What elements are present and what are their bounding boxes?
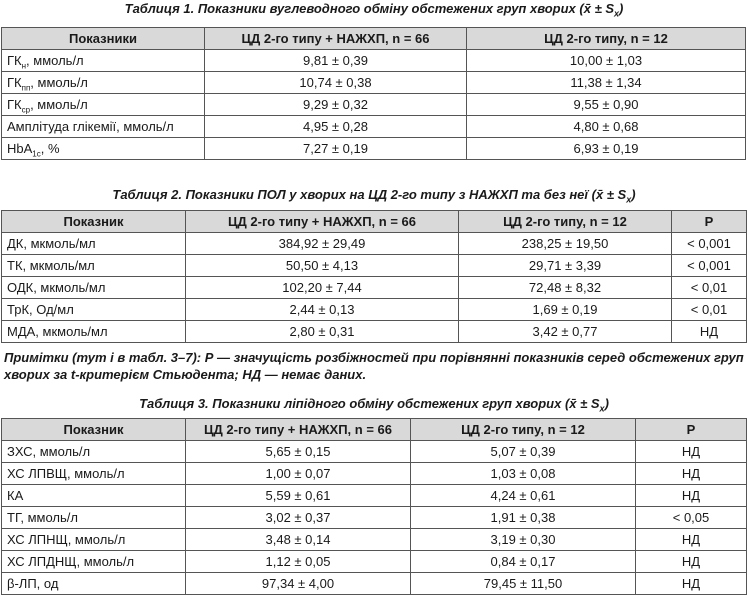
cell-value: 2,80 ± 0,31 bbox=[186, 321, 459, 343]
row-label-name: Амплітуда глікемії, ммоль/л bbox=[7, 119, 174, 134]
row-label: ТК, мкмоль/мл bbox=[2, 255, 186, 277]
row-label-sub: 1c bbox=[32, 149, 41, 159]
table-row bbox=[2, 299, 747, 321]
table-row bbox=[2, 116, 746, 138]
table3-header: Показник bbox=[2, 419, 186, 441]
table3 bbox=[1, 418, 747, 595]
table-row bbox=[2, 138, 746, 160]
cell-value: 3,02 ± 0,37 bbox=[186, 507, 411, 529]
cell-value: 0,84 ± 0,17 bbox=[411, 551, 636, 573]
table-row bbox=[2, 50, 746, 72]
cell-value: 3,42 ± 0,77 bbox=[459, 321, 672, 343]
row-label bbox=[2, 116, 205, 138]
cell-p-value: НД bbox=[636, 529, 747, 551]
table3-header-row bbox=[2, 419, 747, 441]
cell-p-value: НД bbox=[636, 441, 747, 463]
table1-caption: Таблиця 1. Показники вуглеводного обміну обстежених груп хворих (x̄ ± $S_x$) bbox=[124, 1, 624, 19]
table-row bbox=[2, 321, 747, 343]
table3-header: ЦД 2-го типу, n = 12 bbox=[411, 419, 636, 441]
cell-value: 72,48 ± 8,32 bbox=[459, 277, 672, 299]
cell-value: 9,55 ± 0,90 bbox=[467, 94, 746, 116]
row-label-sub: ср bbox=[21, 105, 31, 115]
table-row bbox=[2, 441, 747, 463]
row-label: ТрК, Од/мл bbox=[2, 299, 186, 321]
cell-value: 50,50 ± 4,13 bbox=[186, 255, 459, 277]
table1-header: Показники bbox=[2, 28, 205, 50]
row-label: КА bbox=[2, 485, 186, 507]
cell-p-value: НД bbox=[636, 485, 747, 507]
table-row bbox=[2, 507, 747, 529]
table-row bbox=[2, 551, 747, 573]
row-label bbox=[2, 94, 205, 116]
table-row bbox=[2, 255, 747, 277]
table1-header: ЦД 2-го типу, n = 12 bbox=[467, 28, 746, 50]
row-label-unit: , ммоль/л bbox=[30, 97, 88, 112]
cell-value: 4,80 ± 0,68 bbox=[467, 116, 746, 138]
cell-p-value: < 0,05 bbox=[636, 507, 747, 529]
row-label-name: ГК bbox=[7, 75, 22, 90]
table-row bbox=[2, 463, 747, 485]
row-label bbox=[2, 50, 205, 72]
table-row bbox=[2, 94, 746, 116]
table-row bbox=[2, 573, 747, 595]
table3-header: Р bbox=[636, 419, 747, 441]
table2 bbox=[1, 210, 747, 343]
row-label-unit: , ммоль/л bbox=[26, 53, 84, 68]
row-label bbox=[2, 72, 205, 94]
table3-header: ЦД 2-го типу + НАЖХП, n = 66 bbox=[186, 419, 411, 441]
table3-caption: Таблиця 3. Показники ліпідного обміну обстежених груп хворих (x̄ ± $S_x$) bbox=[139, 396, 609, 414]
cell-value: 9,29 ± 0,32 bbox=[205, 94, 467, 116]
cell-value: 238,25 ± 19,50 bbox=[459, 233, 672, 255]
row-label: ЗХС, ммоль/л bbox=[2, 441, 186, 463]
cell-value: 5,59 ± 0,61 bbox=[186, 485, 411, 507]
row-label: ХС ЛПНЩ, ммоль/л bbox=[2, 529, 186, 551]
row-label-name: HbA bbox=[7, 141, 33, 156]
table1-header-row bbox=[2, 28, 746, 50]
row-label: ОДК, мкмоль/мл bbox=[2, 277, 186, 299]
cell-value: 1,69 ± 0,19 bbox=[459, 299, 672, 321]
table-row bbox=[2, 485, 747, 507]
cell-value: 2,44 ± 0,13 bbox=[186, 299, 459, 321]
row-label: ТГ, ммоль/л bbox=[2, 507, 186, 529]
cell-value: 79,45 ± 11,50 bbox=[411, 573, 636, 595]
table2-header: ЦД 2-го типу, n = 12 bbox=[459, 211, 672, 233]
cell-p-value: НД bbox=[636, 573, 747, 595]
cell-p-value: < 0,01 bbox=[672, 299, 747, 321]
cell-value: 3,48 ± 0,14 bbox=[186, 529, 411, 551]
row-label: ХС ЛПВЩ, ммоль/л bbox=[2, 463, 186, 485]
cell-value: 29,71 ± 3,39 bbox=[459, 255, 672, 277]
row-label: МДА, мкмоль/мл bbox=[2, 321, 186, 343]
cell-value: 102,20 ± 7,44 bbox=[186, 277, 459, 299]
table-row bbox=[2, 529, 747, 551]
cell-p-value: НД bbox=[636, 463, 747, 485]
table2-header: Р bbox=[672, 211, 747, 233]
cell-value: 11,38 ± 1,34 bbox=[467, 72, 746, 94]
cell-value: 9,81 ± 0,39 bbox=[205, 50, 467, 72]
cell-value: 1,03 ± 0,08 bbox=[411, 463, 636, 485]
cell-value: 7,27 ± 0,19 bbox=[205, 138, 467, 160]
row-label-sub: пп bbox=[21, 83, 31, 93]
cell-value: 97,34 ± 4,00 bbox=[186, 573, 411, 595]
cell-value: 1,12 ± 0,05 bbox=[186, 551, 411, 573]
table2-header: ЦД 2-го типу + НАЖХП, n = 66 bbox=[186, 211, 459, 233]
cell-value: 1,00 ± 0,07 bbox=[186, 463, 411, 485]
row-label: ДК, мкмоль/мл bbox=[2, 233, 186, 255]
cell-value: 1,91 ± 0,38 bbox=[411, 507, 636, 529]
cell-value: 5,65 ± 0,15 bbox=[186, 441, 411, 463]
row-label-name: ГК bbox=[7, 97, 22, 112]
cell-p-value: НД bbox=[672, 321, 747, 343]
table1 bbox=[1, 27, 746, 160]
table-note: Примітки (тут і в табл. 3–7): Р — значущість розбіжностей при порівнянні показників серед обстежених груп хворих за t-критерієм Стьюдента; НД — немає даних. bbox=[4, 350, 744, 382]
table2-header: Показник bbox=[2, 211, 186, 233]
cell-value: 4,24 ± 0,61 bbox=[411, 485, 636, 507]
cell-value: 10,74 ± 0,38 bbox=[205, 72, 467, 94]
row-label-sub: н bbox=[21, 61, 27, 71]
cell-value: 6,93 ± 0,19 bbox=[467, 138, 746, 160]
cell-value: 384,92 ± 29,49 bbox=[186, 233, 459, 255]
row-label: β-ЛП, од bbox=[2, 573, 186, 595]
cell-p-value: < 0,01 bbox=[672, 277, 747, 299]
cell-value: 5,07 ± 0,39 bbox=[411, 441, 636, 463]
cell-value: 4,95 ± 0,28 bbox=[205, 116, 467, 138]
table2-caption: Таблиця 2. Показники ПОЛ у хворих на ЦД 2-го типу з НАЖХП та без неї (x̄ ± $S_x$) bbox=[112, 187, 636, 205]
cell-p-value: НД bbox=[636, 551, 747, 573]
table-row bbox=[2, 277, 747, 299]
table2-header-row bbox=[2, 211, 747, 233]
cell-p-value: < 0,001 bbox=[672, 233, 747, 255]
row-label-name: ГК bbox=[7, 53, 22, 68]
table1-header: ЦД 2-го типу + НАЖХП, n = 66 bbox=[205, 28, 467, 50]
table-row bbox=[2, 72, 746, 94]
cell-value: 10,00 ± 1,03 bbox=[467, 50, 746, 72]
cell-value: 3,19 ± 0,30 bbox=[411, 529, 636, 551]
table-row bbox=[2, 233, 747, 255]
cell-p-value: < 0,001 bbox=[672, 255, 747, 277]
row-label bbox=[2, 138, 205, 160]
row-label-unit: , ммоль/л bbox=[30, 75, 88, 90]
row-label-unit: , % bbox=[40, 141, 60, 156]
row-label: ХС ЛПДНЩ, ммоль/л bbox=[2, 551, 186, 573]
